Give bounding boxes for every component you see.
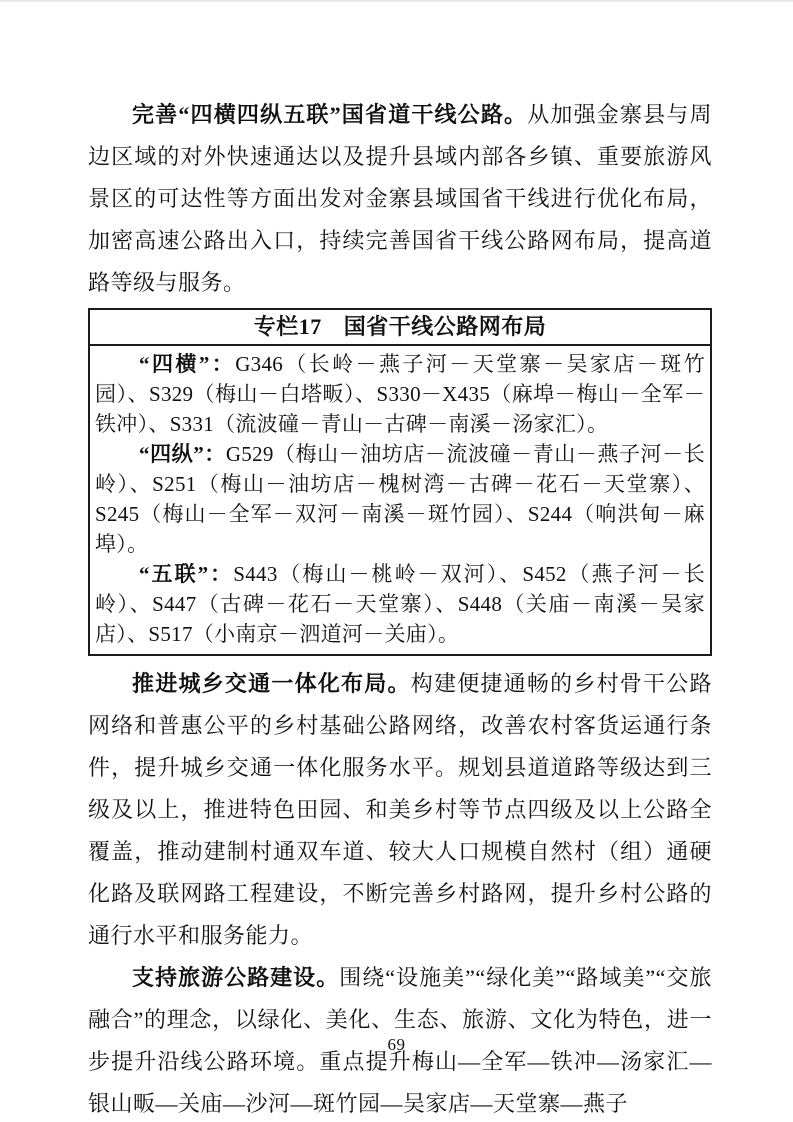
entry-routes: S443（梅山－桃岭－双河）、S452（燕子河－长岭）、S447（古碑－花石－天堂寨）、S448（关庙－南溪－吴家店）、S517（小南京－泗道河－关庙）。 [95,562,706,646]
paragraph-lead: 支持旅游公路建设。 [132,965,340,990]
page-number: 69 [387,1035,406,1054]
callout-entry-four-horizontal [95,349,705,439]
callout-title: 国省干线公路网布局 [343,314,547,339]
entry-routes: G529（梅山－油坊店－流波䃥－青山－燕子河－长岭）、S251（梅山－油坊店－槐树湾－古碑－花石－天堂寨）、S245（梅山－全军－双河－南溪－斑竹园）、S244（响洪甸－麻埠）。 [95,442,705,556]
callout-entry-five-links [95,559,705,649]
callout-body [90,346,710,654]
callout-box-road-network [88,308,712,656]
entry-term: “四纵”： [139,442,226,466]
callout-entry-four-vertical [95,439,705,559]
callout-label: 专栏17 [253,314,322,339]
paragraph-body: 构建便捷通畅的乡村骨干公路网络和普惠公平的乡村基础公路网络，改善农村客货运通行条件，提升城乡交通一体化服务水平。规划县道道路等级达到三级及以上，推进特色田园、和美乡村等节点四级及以上公路全覆盖，推动建制村通双车道、较大人口规模自然村（组）通硬化路及联网路工程建设，不断完善乡村路网，提升乡村公路的通行水平和服务能力。 [88,671,712,948]
paragraph-body: 从加强金寨县与周边区域的对外快速通达以及提升县域内部各乡镇、重要旅游风景区的可达性等方面出发对金寨县域国省干线进行优化布局，加密高速公路出入口，持续完善国省干线公路网布局，提高道路等级与服务。 [88,102,712,295]
entry-term: “五联”： [139,562,234,586]
page-content [88,94,712,1122]
paragraph-trunk-roads [88,94,712,304]
entry-term: “四横”： [139,352,236,376]
entry-routes: G346（长岭－燕子河－天堂寨－吴家店－斑竹园）、S329（梅山－白塔畈）、S330－X435（麻埠－梅山－全军－铁冲）、S331（流波䃥－青山－古碑－南溪－汤家汇）。 [95,352,705,436]
paragraph-lead: 推进城乡交通一体化布局。 [132,671,411,696]
paragraph-lead: 完善“四横四纵五联”国省道干线公路。 [132,102,528,127]
callout-header [90,310,710,346]
paragraph-urban-rural-transport [88,663,712,957]
paragraph-body: 围绕“设施美”“绿化美”“路域美”“交旅融合”的理念，以绿化、美化、生态、旅游、文化为特色，进一步提升沿线公路环境。重点提升梅山—全军—铁冲—汤家汇—银山畈—关庙—沙河—斑竹园—吴家店—天堂寨—燕子 [88,965,712,1116]
